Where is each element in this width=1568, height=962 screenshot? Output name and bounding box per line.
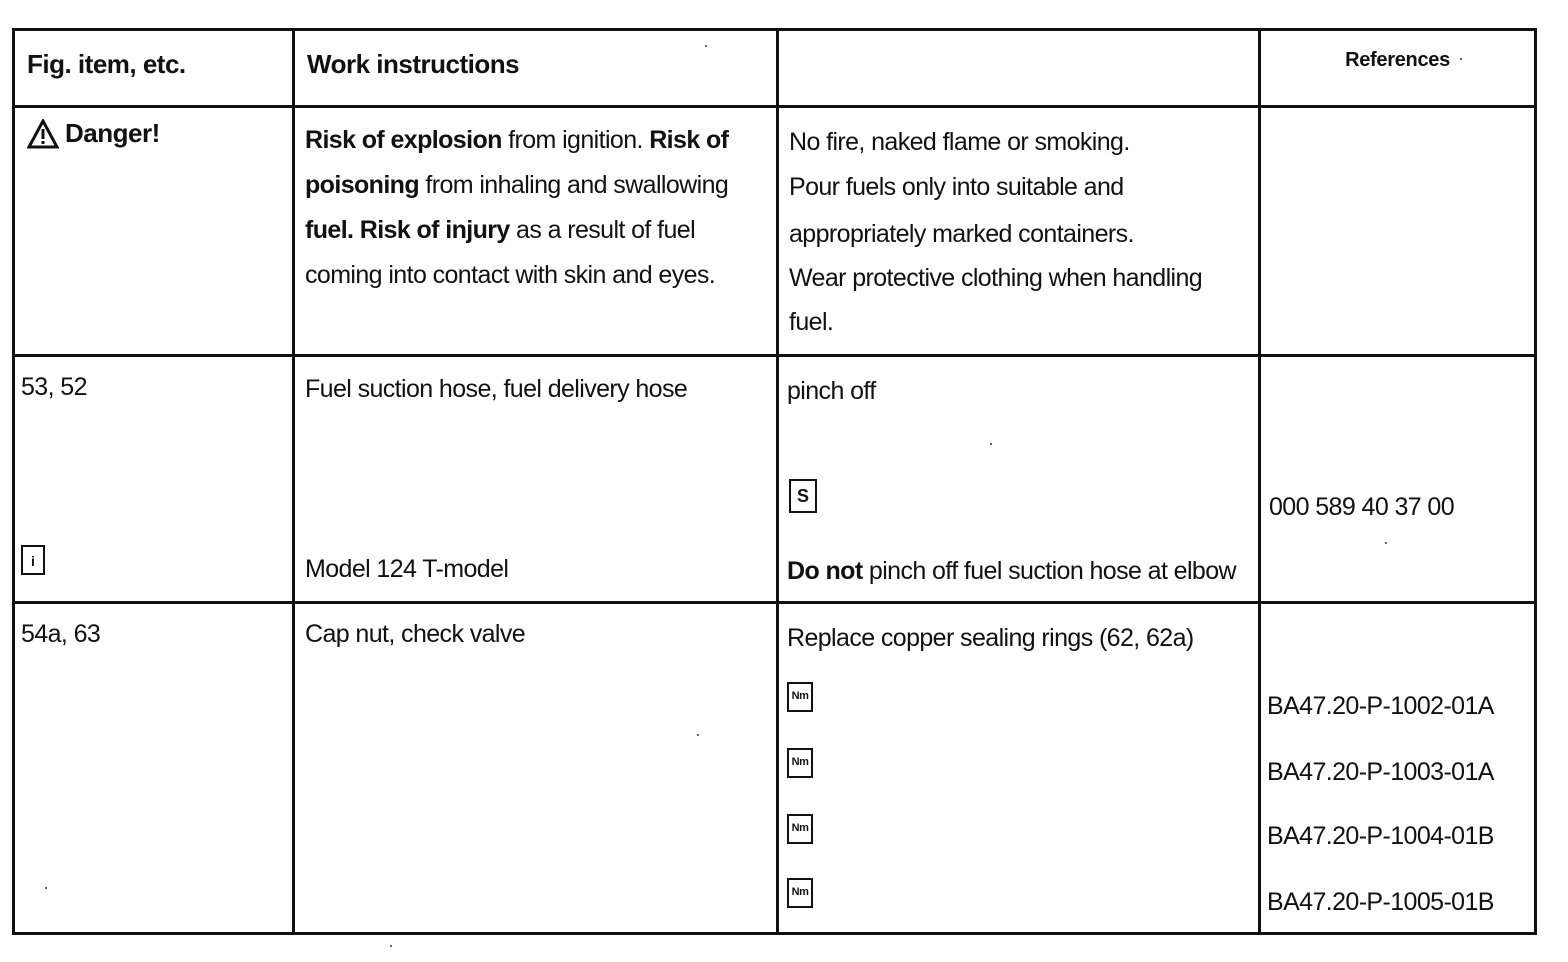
row3-action: Replace copper sealing rings (62, 62a) [787, 624, 1194, 652]
table-row-cap-nut [14, 603, 1536, 934]
risk-line-1-bold-2: Risk of [649, 126, 729, 154]
scan-speck [1385, 542, 1387, 544]
danger-measures-cell [778, 107, 1260, 356]
row3-instruction-cell [294, 603, 778, 934]
row3-references-cell [1260, 603, 1536, 934]
torque-nm-icon: Nm [787, 814, 813, 844]
row2-reference-cell [1260, 356, 1536, 603]
row3-item: 54a, 63 [21, 620, 101, 648]
header-work-instructions: Work instructions [307, 49, 520, 79]
measure-line-3: appropriately marked containers. [789, 220, 1134, 248]
danger-text: Danger! [65, 118, 160, 148]
header-cell-blank [778, 30, 1260, 107]
scan-speck [697, 734, 699, 736]
table-row-fuel-hoses [14, 356, 1536, 603]
table-row-danger [14, 107, 1536, 356]
instruction-sheet [12, 28, 1534, 934]
work-instructions-table [12, 28, 1537, 935]
scan-speck [45, 887, 47, 889]
warning-triangle-icon [27, 119, 59, 149]
measure-line-4: Wear protective clothing when handling [789, 264, 1203, 292]
row2-action: pinch off [787, 377, 876, 405]
row2-item: 53, 52 [21, 373, 87, 401]
row2-instruction-cell [294, 356, 778, 603]
risk-line-4: coming into contact with skin and eyes. [305, 261, 716, 289]
table-header-row [14, 30, 1536, 107]
torque-nm-icon: Nm [787, 748, 813, 778]
row3-instruction: Cap nut, check valve [305, 620, 526, 648]
row3-reference-1: BA47.20-P-1002-01A [1267, 692, 1494, 720]
measure-line-5: fuel. [789, 308, 834, 336]
danger-label-cell [14, 107, 294, 356]
risk-line-2-regular: from inhaling and swallowing [419, 171, 729, 199]
scan-speck [390, 945, 392, 947]
row2-item-cell [14, 356, 294, 603]
risk-line-3-regular: as a result of fuel [509, 216, 696, 244]
special-tool-icon: S [789, 479, 817, 513]
row2-note-bold: Do not [787, 557, 863, 585]
risk-line-1-regular: from ignition. [501, 126, 650, 154]
scan-speck [990, 443, 992, 445]
row2-note-rest: pinch off fuel suction hose at elbow [862, 557, 1236, 585]
torque-nm-icon: Nm [787, 682, 813, 712]
row2-instruction: Fuel suction hose, fuel delivery hose [305, 375, 688, 403]
header-references: References [1345, 49, 1450, 71]
row3-action-cell [778, 603, 1260, 934]
risk-line-3-bold: fuel. Risk of injury [305, 216, 510, 244]
measure-line-1: No fire, naked flame or smoking. [789, 128, 1130, 156]
row3-reference-3: BA47.20-P-1004-01B [1267, 822, 1494, 850]
header-cell-references [1260, 30, 1536, 107]
danger-risk-cell [294, 107, 778, 356]
risk-line-1-bold: Risk of explosion [305, 126, 502, 154]
torque-nm-icon: Nm [787, 878, 813, 908]
row2-reference: 000 589 40 37 00 [1269, 493, 1455, 521]
header-cell-work-instructions [294, 30, 778, 107]
header-fig-item: Fig. item, etc. [27, 49, 186, 79]
info-icon: i [21, 545, 45, 575]
row2-model-note: Model 124 T-model [305, 555, 509, 583]
row2-note [787, 549, 1236, 594]
scan-speck [705, 45, 707, 47]
header-cell-fig-item [14, 30, 294, 107]
risk-line-2-bold: poisoning [305, 171, 420, 199]
row3-item-cell [14, 603, 294, 934]
danger-label [27, 118, 160, 149]
danger-references-cell [1260, 107, 1536, 356]
scan-speck [1460, 58, 1462, 60]
risk-line-2 [305, 163, 728, 208]
risk-line-1 [305, 118, 728, 163]
measure-line-2: Pour fuels only into suitable and [789, 173, 1124, 201]
risk-line-3 [305, 208, 695, 253]
row3-reference-4: BA47.20-P-1005-01B [1267, 888, 1494, 916]
row2-action-cell [778, 356, 1260, 603]
row3-reference-2: BA47.20-P-1003-01A [1267, 758, 1494, 786]
